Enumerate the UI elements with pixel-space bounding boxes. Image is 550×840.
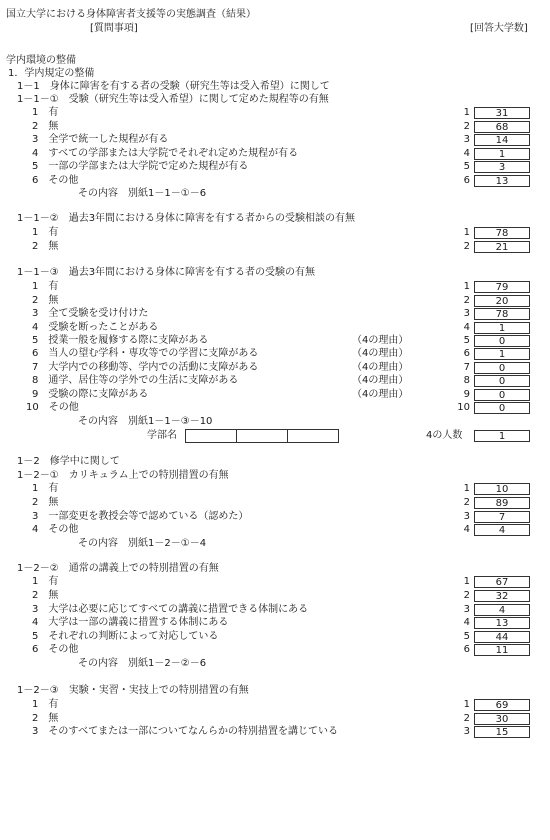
answer-count-box: 79 <box>474 281 530 293</box>
section-heading: 1－2－① カリキュラム上での特別措置の有無 <box>17 470 229 481</box>
question-option-label: 1 有 <box>32 483 59 494</box>
question-option-label: 5 それぞれの判断によって対応している <box>32 631 219 642</box>
section-heading: 1．学内規定の整備 <box>8 68 95 79</box>
question-option-label: 4 その他 <box>32 524 79 535</box>
answer-count-box: 3 <box>474 161 530 173</box>
faculty-name-cell <box>288 430 338 442</box>
question-option-label: 3 全て受験を受け付けた <box>32 308 149 319</box>
option-number: 6 <box>463 644 470 655</box>
option-number: 9 <box>463 389 470 400</box>
question-option-label: 2 無 <box>32 497 59 508</box>
document-title: 国立大学における身体障害者支援等の実態調査（結果） <box>6 9 256 20</box>
option-number: 1 <box>463 281 470 292</box>
question-option-label: 1 有 <box>32 281 59 292</box>
question-option-label: 3 一部変更を教授会等で認めている（認めた） <box>32 511 249 522</box>
answer-count-box: 0 <box>474 335 530 347</box>
question-option-label: 6 当人の望む学科・専攻等での学習に支障がある <box>32 348 259 359</box>
section-heading: 1－2－② 通常の講義上での特別措置の有無 <box>17 563 219 574</box>
faculty-name-cell <box>237 430 288 442</box>
option-number: 2 <box>463 241 470 252</box>
option-number: 1 <box>463 699 470 710</box>
question-option-label: 2 無 <box>32 295 59 306</box>
answer-count-box: 89 <box>474 497 530 509</box>
reason-note: （4の理由） <box>352 335 409 346</box>
answer-count-box: 11 <box>474 644 530 656</box>
option-number: 10 <box>457 402 470 413</box>
answer-count-box: 68 <box>474 121 530 133</box>
faculty-name-cell <box>186 430 237 442</box>
question-option-label: 4 大学は一部の講義に措置する体制にある <box>32 617 229 628</box>
option-number: 3 <box>463 134 470 145</box>
answer-count-box: 30 <box>474 713 530 725</box>
option-number: 6 <box>463 348 470 359</box>
answer-count-box: 1 <box>474 348 530 360</box>
reason-note: （4の理由） <box>352 348 409 359</box>
answer-count-box: 10 <box>474 483 530 495</box>
option-number: 1 <box>463 483 470 494</box>
option-number: 5 <box>463 631 470 642</box>
answer-count-box: 14 <box>474 134 530 146</box>
section-heading: 1－2－③ 実験・実習・実技上での特別措置の有無 <box>17 685 249 696</box>
reason-note: （4の理由） <box>352 362 409 373</box>
question-option-label: 6 その他 <box>32 175 79 186</box>
answer-count-box: 44 <box>474 631 530 643</box>
question-option-label: 3 そのすべてまたは一部についてなんらかの特別措置を講じている <box>32 726 338 737</box>
question-option-label: 1 有 <box>32 576 59 587</box>
answer-count-box: 20 <box>474 295 530 307</box>
answer-count-box: 67 <box>474 576 530 588</box>
question-option-label: 4 受験を断ったことがある <box>32 322 159 333</box>
option-number: 2 <box>463 713 470 724</box>
answer-count-header: [回答大学数] <box>470 23 528 34</box>
question-option-label: 6 その他 <box>32 644 79 655</box>
section-heading: 1－1－② 過去3年間における身体に障害を有する者からの受験相談の有無 <box>17 213 356 224</box>
faculty-name-cells <box>185 429 339 443</box>
question-option-label: 2 無 <box>32 590 59 601</box>
answer-count-box: 1 <box>474 322 530 334</box>
question-option-label: 9 受験の際に支障がある <box>32 389 149 400</box>
answer-count-box: 7 <box>474 511 530 523</box>
answer-count-box: 13 <box>474 617 530 629</box>
answer-count-box: 69 <box>474 699 530 711</box>
question-option-label: 3 全学で統一した規程が有る <box>32 134 169 145</box>
answer-count-box: 1 <box>474 148 530 160</box>
question-option-label: 7 大学内での移動等、学内での活動に支障がある <box>32 362 259 373</box>
question-option-label: 5 授業一般を履修する際に支障がある <box>32 335 209 346</box>
option-number: 4 <box>463 148 470 159</box>
answer-count-box: 78 <box>474 227 530 239</box>
option-number: 3 <box>463 308 470 319</box>
option-number: 4 <box>463 322 470 333</box>
answer-count-box: 78 <box>474 308 530 320</box>
answer-count-box: 4 <box>474 524 530 536</box>
option-number: 4 <box>463 524 470 535</box>
section-heading: その内容 別紙1－1－③－10 <box>78 416 213 427</box>
option-number: 1 <box>463 227 470 238</box>
answer-count-box: 0 <box>474 389 530 401</box>
option-number: 3 <box>463 726 470 737</box>
option-number: 5 <box>463 161 470 172</box>
option-number: 8 <box>463 375 470 386</box>
answer-count-box: 32 <box>474 590 530 602</box>
questions-header: [質問事項] <box>90 23 138 34</box>
section-heading: その内容 別紙1－2－②－6 <box>78 658 207 669</box>
section-heading: その内容 別紙1－1－①－6 <box>78 188 207 199</box>
question-option-label: 3 大学は必要に応じてすべての講義に措置できる体制にある <box>32 604 309 615</box>
question-option-label: 8 通学、居住等の学外での生活に支障がある <box>32 375 239 386</box>
option-number: 1 <box>463 107 470 118</box>
question-option-label: 10 その他 <box>26 402 79 413</box>
option-number: 6 <box>463 175 470 186</box>
option-number: 2 <box>463 497 470 508</box>
four-count-box: 1 <box>474 430 530 442</box>
option-number: 4 <box>463 617 470 628</box>
option-number: 7 <box>463 362 470 373</box>
answer-count-box: 0 <box>474 402 530 414</box>
question-option-label: 4 すべての学部または大学院でそれぞれ定めた規程が有る <box>32 148 299 159</box>
answer-count-box: 21 <box>474 241 530 253</box>
section-heading: 1－2 修学中に関して <box>17 456 120 467</box>
answer-count-box: 0 <box>474 362 530 374</box>
reason-note: （4の理由） <box>352 389 409 400</box>
question-option-label: 1 有 <box>32 107 59 118</box>
option-number: 3 <box>463 511 470 522</box>
section-heading: その内容 別紙1－2－①－4 <box>78 538 207 549</box>
section-heading: 学部名 <box>147 430 177 441</box>
section-heading: 学内環境の整備 <box>6 55 76 66</box>
reason-note: （4の理由） <box>352 375 409 386</box>
question-option-label: 2 無 <box>32 121 59 132</box>
answer-count-box: 0 <box>474 375 530 387</box>
option-number: 2 <box>463 590 470 601</box>
option-number: 1 <box>463 576 470 587</box>
question-option-label: 5 一部の学部または大学院で定めた規程が有る <box>32 161 249 172</box>
answer-count-box: 13 <box>474 175 530 187</box>
option-number: 3 <box>463 604 470 615</box>
answer-count-box: 4 <box>474 604 530 616</box>
question-option-label: 1 有 <box>32 699 59 710</box>
answer-count-box: 31 <box>474 107 530 119</box>
option-number: 5 <box>463 335 470 346</box>
section-heading: 1－1－③ 過去3年間における身体に障害を有する者の受験の有無 <box>17 267 316 278</box>
question-option-label: 1 有 <box>32 227 59 238</box>
section-heading: 1－1 身体に障害を有する者の受験（研究生等は受入希望）に関して <box>17 81 330 92</box>
option-number: 2 <box>463 295 470 306</box>
answer-count-box: 15 <box>474 726 530 738</box>
question-option-label: 2 無 <box>32 713 59 724</box>
question-option-label: 2 無 <box>32 241 59 252</box>
section-heading: 1－1－① 受験（研究生等は受入希望）に関して定めた規程等の有無 <box>17 94 329 105</box>
option-number: 2 <box>463 121 470 132</box>
four-count-label: 4の人数 <box>426 430 463 441</box>
